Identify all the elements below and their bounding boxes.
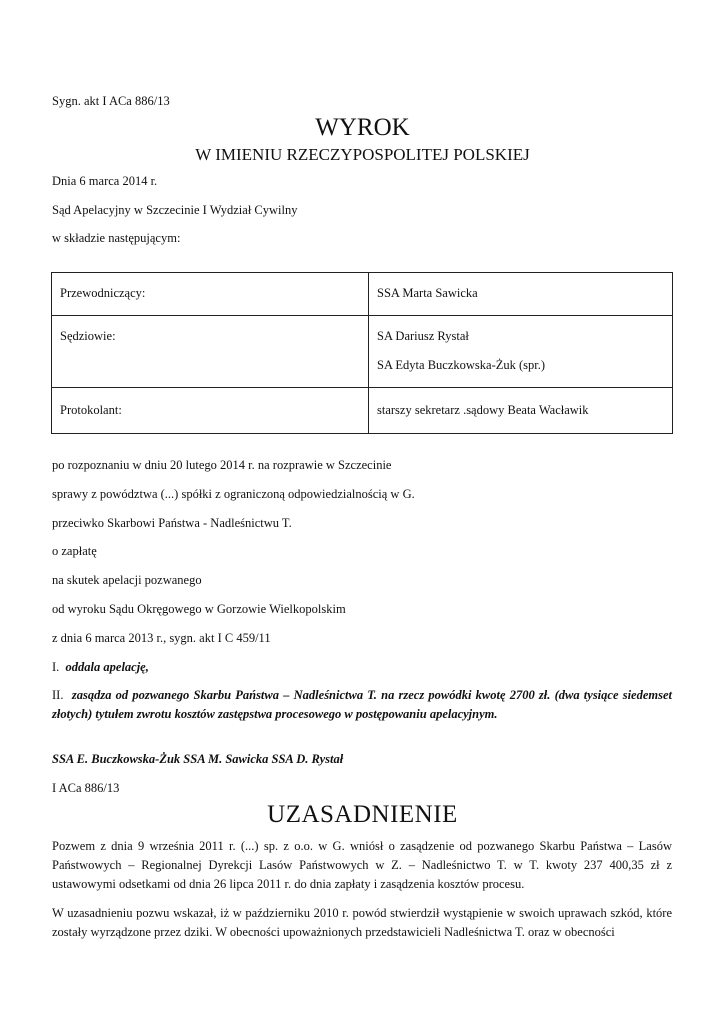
justification-title: UZASADNIENIE [267, 801, 458, 828]
court-name: Sąd Apelacyjny w Szczecinie I Wydział Cywilny [52, 203, 298, 217]
role-cell: Protokolant: [52, 388, 369, 434]
table-row [52, 388, 673, 434]
justification-paragraph: Pozwem z dnia 9 września 2011 r. (...) sp. z o.o. w G. wniósł o zasądzenie od pozwanego Skarbu Państwa – Lasów Państwowych – Regionalnej Dyrekcji Lasów Państwowych w Z. – Nadleśnictwo T. w T. kwoty 237 400,35 zł z ustawowymi odsetkami od dnia 26 lipca 2011 r. do dnia zapłaty i zasądzenia kosztów procesu. [52, 839, 672, 891]
ruling-item-2 [52, 686, 672, 724]
justification-signature: I ACa 886/13 [52, 781, 120, 795]
role-cell: Przewodniczący: [52, 273, 369, 316]
ruling-item-number: II. [52, 688, 64, 702]
judgment-date: Dnia 6 marca 2014 r. [52, 174, 158, 188]
judge-name: SA Edyta Buczkowska-Żuk (spr.) [377, 358, 546, 372]
ruling-item-number: I. [52, 660, 60, 674]
case-line: o zapłatę [52, 544, 97, 558]
judge-signatures: SSA E. Buczkowska-Żuk SSA M. Sawicka SSA D. Rystał [52, 752, 344, 766]
document-subtitle: W IMIENIU RZECZYPOSPOLITEJ POLSKIEJ [195, 145, 530, 164]
case-line: z dnia 6 marca 2013 r., sygn. akt I C 459/11 [52, 631, 271, 645]
judge-name: SA Dariusz Rystał [377, 329, 469, 343]
name-cell: SSA Marta Sawicka [369, 273, 673, 316]
table-row [52, 316, 673, 388]
role-cell: Sędziowie: [52, 316, 369, 388]
ruling-item-1 [52, 660, 149, 675]
case-line: od wyroku Sądu Okręgowego w Gorzowie Wielkopolskim [52, 602, 346, 616]
case-signature: Sygn. akt I ACa 886/13 [52, 94, 170, 108]
composition-intro: w składzie następującym: [52, 231, 181, 245]
case-line: przeciwko Skarbowi Państwa - Nadleśnictwu T. [52, 516, 292, 530]
name-cell [369, 316, 673, 388]
justification-paragraph: W uzasadnieniu pozwu wskazał, iż w październiku 2010 r. powód stwierdził wystąpienie w swoich uprawach szkód, które zostały wyrządzone przez dziki. W obecności upoważnionych przedstawicieli Nadleśnictwa T. oraz w obecności [52, 906, 672, 939]
table-row [52, 273, 673, 316]
name-cell: starszy sekretarz .sądowy Beata Wacławik [369, 388, 673, 434]
document-title: WYROK [315, 114, 410, 141]
ruling-item-text: oddala apelację, [65, 660, 149, 674]
case-line: po rozpoznaniu w dniu 20 lutego 2014 r. na rozprawie w Szczecinie [52, 458, 392, 472]
bench-composition-table [51, 272, 673, 434]
ruling-item-text: zasądza od pozwanego Skarbu Państwa – Nadleśnictwa T. na rzecz powódki kwotę 2700 zł. (dwa tysiące siedemset złotych) tytułem zwrotu kosztów zastępstwa procesowego w postępowaniu apelacyjnym. [52, 688, 672, 721]
case-line: sprawy z powództwa (...) spółki z ograniczoną odpowiedzialnością w G. [52, 487, 415, 501]
case-line: na skutek apelacji pozwanego [52, 573, 202, 587]
